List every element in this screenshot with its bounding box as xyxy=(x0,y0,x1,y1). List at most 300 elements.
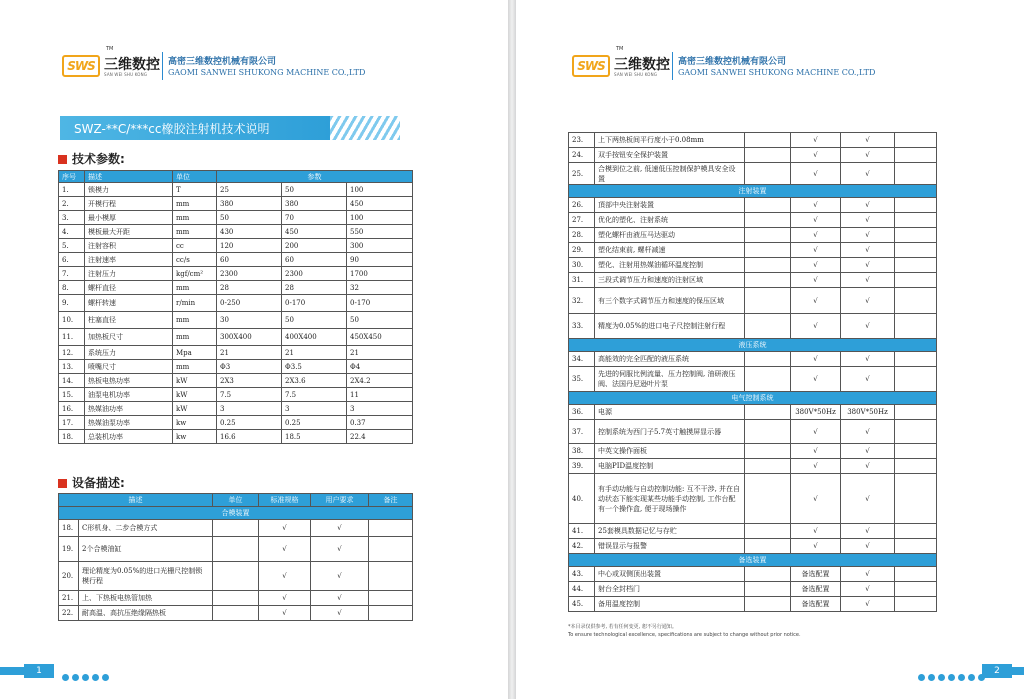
category-row xyxy=(59,507,413,520)
cell-desc: 上、下热板电热管加热 xyxy=(79,591,213,606)
cell-value-1: 0-250 xyxy=(217,295,282,312)
cell-standard: √ xyxy=(791,228,841,243)
cell-user: √ xyxy=(841,228,895,243)
cell-no: 13. xyxy=(59,360,85,374)
cell-unit: kgf/cm² xyxy=(173,267,217,281)
cell-standard: √ xyxy=(791,459,841,474)
cell-value-3: 90 xyxy=(347,253,413,267)
cell-value-2: 0.25 xyxy=(282,416,347,430)
cell-desc: 合模到位之前, 低速低压控制保护模具安全设置 xyxy=(595,163,745,185)
cell-desc: 控制系统为西门子5.7英寸触摸屏显示器 xyxy=(595,420,745,444)
cell-unit xyxy=(745,474,791,524)
table-row xyxy=(569,405,937,420)
table-row xyxy=(59,183,413,197)
cell-value-2: 21 xyxy=(282,346,347,360)
table-row xyxy=(569,352,937,367)
cell-desc: 热媒油泵功率 xyxy=(85,416,173,430)
cell-no: 9. xyxy=(59,295,85,312)
cell-value-3: 32 xyxy=(347,281,413,295)
cell-unit xyxy=(213,537,259,562)
cell-desc: 热板电热功率 xyxy=(85,374,173,388)
cell-desc: 注射压力 xyxy=(85,267,173,281)
cell-unit xyxy=(745,524,791,539)
company-name-cn: 高密三维数控机械有限公司 xyxy=(168,57,277,67)
cell-unit: Mpa xyxy=(173,346,217,360)
cell-unit xyxy=(745,288,791,314)
page-number-2: 2 xyxy=(982,664,1012,678)
cell-user: √ xyxy=(841,597,895,612)
table-row xyxy=(569,420,937,444)
cell-value-2: 50 xyxy=(282,312,347,329)
cell-standard: 备选配置 xyxy=(791,567,841,582)
table-row xyxy=(59,591,413,606)
params-header-unit: 单位 xyxy=(173,171,217,183)
red-square-icon xyxy=(58,479,67,488)
params-header-desc: 描述 xyxy=(85,171,173,183)
cell-desc: 注射速率 xyxy=(85,253,173,267)
cell-unit: mm xyxy=(173,281,217,295)
cell-standard: √ xyxy=(791,148,841,163)
cell-desc: 中心或双侧顶出装置 xyxy=(595,567,745,582)
cell-no: 34. xyxy=(569,352,595,367)
cell-value-3: 21 xyxy=(347,346,413,360)
cell-user: √ xyxy=(841,352,895,367)
table-row xyxy=(569,133,937,148)
category-label: 注射装置 xyxy=(569,185,937,198)
cell-standard: √ xyxy=(791,273,841,288)
cell-note xyxy=(895,474,937,524)
cell-note xyxy=(895,539,937,554)
cell-no: 26. xyxy=(569,198,595,213)
cell-user: √ xyxy=(841,163,895,185)
cell-no: 17. xyxy=(59,416,85,430)
cell-value-2: 60 xyxy=(282,253,347,267)
cell-value-1: 25 xyxy=(217,183,282,197)
cell-no: 14. xyxy=(59,374,85,388)
table-row xyxy=(59,225,413,239)
cell-no: 41. xyxy=(569,524,595,539)
category-label: 电气控制系统 xyxy=(569,392,937,405)
cell-user: √ xyxy=(311,591,369,606)
cell-standard: 380V*50Hz xyxy=(791,405,841,420)
table-row xyxy=(569,213,937,228)
cell-desc: 上下两热板间平行度小于0.08mm xyxy=(595,133,745,148)
cell-desc: 错误显示与报警 xyxy=(595,539,745,554)
cell-no: 3. xyxy=(59,211,85,225)
category-row xyxy=(569,185,937,198)
cell-value-3: 22.4 xyxy=(347,430,413,444)
table-row xyxy=(59,430,413,444)
cell-unit xyxy=(745,243,791,258)
cell-no: 36. xyxy=(569,405,595,420)
cell-note xyxy=(895,243,937,258)
page-left xyxy=(0,0,508,699)
cell-value-3: Φ4 xyxy=(347,360,413,374)
section-tech-params xyxy=(58,150,125,167)
logo-mark-icon: SWS xyxy=(572,55,610,77)
cell-value-2: 2300 xyxy=(282,267,347,281)
cell-note xyxy=(369,606,413,621)
table-row xyxy=(569,198,937,213)
table-row xyxy=(569,444,937,459)
cell-note xyxy=(895,352,937,367)
cell-note xyxy=(369,562,413,591)
cell-note xyxy=(895,258,937,273)
table-row xyxy=(569,288,937,314)
table-row xyxy=(569,163,937,185)
cell-value-3: 0-170 xyxy=(347,295,413,312)
table-row xyxy=(569,539,937,554)
cell-no: 15. xyxy=(59,388,85,402)
cell-desc: 模板最大开距 xyxy=(85,225,173,239)
table-row xyxy=(59,253,413,267)
cell-no: 45. xyxy=(569,597,595,612)
category-label: 合模装置 xyxy=(59,507,413,520)
cell-value-1: Φ3 xyxy=(217,360,282,374)
cell-no: 6. xyxy=(59,253,85,267)
cell-value-2: 50 xyxy=(282,183,347,197)
cell-unit: kW xyxy=(173,388,217,402)
cell-note xyxy=(895,213,937,228)
cell-no: 42. xyxy=(569,539,595,554)
cell-unit xyxy=(745,228,791,243)
cell-user: √ xyxy=(841,567,895,582)
cell-value-2: 200 xyxy=(282,239,347,253)
logo-tm: TM xyxy=(616,46,624,52)
cell-desc: 电脑PID温度控制 xyxy=(595,459,745,474)
cell-note xyxy=(895,228,937,243)
cell-standard: √ xyxy=(791,213,841,228)
company-name-cn: 高密三维数控机械有限公司 xyxy=(678,57,787,67)
cell-desc: 优化的塑化、注射系统 xyxy=(595,213,745,228)
desc-header-user: 用户要求 xyxy=(311,494,369,507)
cell-desc: 注射容积 xyxy=(85,239,173,253)
cell-value-1: 380 xyxy=(217,197,282,211)
cell-value-3: 50 xyxy=(347,312,413,329)
cell-value-1: 0.25 xyxy=(217,416,282,430)
cell-user: √ xyxy=(311,537,369,562)
cell-note xyxy=(895,582,937,597)
section-equipment-desc-label: 设备描述: xyxy=(72,476,125,490)
table-row xyxy=(59,329,413,346)
cell-note xyxy=(895,367,937,392)
cell-value-2: 0-170 xyxy=(282,295,347,312)
cell-unit xyxy=(745,273,791,288)
cell-desc: 开模行程 xyxy=(85,197,173,211)
cell-user: √ xyxy=(311,606,369,621)
footnote-en: To ensure technological excellence, specifications are subject to change without prior notice. xyxy=(568,632,801,638)
cell-desc: 塑化结束前, 螺杆减速 xyxy=(595,243,745,258)
table-row xyxy=(59,388,413,402)
cell-unit xyxy=(745,420,791,444)
cell-note xyxy=(895,198,937,213)
table-row xyxy=(59,416,413,430)
cell-user: √ xyxy=(841,213,895,228)
cell-no: 2. xyxy=(59,197,85,211)
cell-note xyxy=(895,273,937,288)
header-divider xyxy=(672,52,673,80)
cell-value-3: 100 xyxy=(347,211,413,225)
section-equipment-desc xyxy=(58,474,125,491)
cell-desc: 有三个数字式调节压力和速度的保压区域 xyxy=(595,288,745,314)
cell-no: 32. xyxy=(569,288,595,314)
cell-value-1: 16.6 xyxy=(217,430,282,444)
cell-note xyxy=(895,567,937,582)
cell-unit: mm xyxy=(173,197,217,211)
cell-unit xyxy=(213,591,259,606)
cell-unit xyxy=(745,148,791,163)
cell-no: 37. xyxy=(569,420,595,444)
cell-unit: mm xyxy=(173,211,217,225)
cell-desc: 加热板尺寸 xyxy=(85,329,173,346)
cell-no: 38. xyxy=(569,444,595,459)
cell-desc: 热媒油功率 xyxy=(85,402,173,416)
cell-value-2: 18.5 xyxy=(282,430,347,444)
logo-subtitle: SAN WEI SHU KONG xyxy=(614,72,658,77)
cell-unit: r/min xyxy=(173,295,217,312)
page-number-1: 1 xyxy=(24,664,54,678)
logo-name: 三维数控 xyxy=(104,57,160,73)
cell-no: 23. xyxy=(569,133,595,148)
cell-standard: √ xyxy=(791,539,841,554)
cell-no: 24. xyxy=(569,148,595,163)
cell-desc: 耐高温、高抗压绝缘隔热板 xyxy=(79,606,213,621)
cell-no: 18. xyxy=(59,520,79,537)
table-row xyxy=(569,258,937,273)
cell-standard: √ xyxy=(791,420,841,444)
table-row xyxy=(569,524,937,539)
cell-user: √ xyxy=(841,314,895,339)
cell-unit: mm xyxy=(173,329,217,346)
cell-value-1: 430 xyxy=(217,225,282,239)
cell-unit xyxy=(213,606,259,621)
cell-note xyxy=(895,524,937,539)
cell-no: 28. xyxy=(569,228,595,243)
footer-bar-right xyxy=(1006,667,1024,675)
cell-no: 7. xyxy=(59,267,85,281)
cell-desc: C形机身、二步合模方式 xyxy=(79,520,213,537)
desc-header-note: 备注 xyxy=(369,494,413,507)
company-logo xyxy=(572,46,670,82)
cell-unit xyxy=(745,405,791,420)
cell-user: √ xyxy=(841,524,895,539)
cell-unit xyxy=(745,459,791,474)
cell-no: 21. xyxy=(59,591,79,606)
table-row xyxy=(59,267,413,281)
cell-no: 10. xyxy=(59,312,85,329)
cell-note xyxy=(369,591,413,606)
cell-desc: 塑化螺杆由液压马达驱动 xyxy=(595,228,745,243)
cell-unit: mm xyxy=(173,225,217,239)
cell-desc: 中英文操作面板 xyxy=(595,444,745,459)
table-row xyxy=(59,346,413,360)
cell-user: √ xyxy=(841,288,895,314)
cell-desc: 2个合模油缸 xyxy=(79,537,213,562)
cell-standard: √ xyxy=(791,524,841,539)
cell-user: √ xyxy=(841,367,895,392)
cell-no: 12. xyxy=(59,346,85,360)
cell-desc: 备用温度控制 xyxy=(595,597,745,612)
cell-value-1: 7.5 xyxy=(217,388,282,402)
cell-no: 22. xyxy=(59,606,79,621)
cell-no: 40. xyxy=(569,474,595,524)
table-row xyxy=(59,520,413,537)
cell-note xyxy=(895,288,937,314)
cell-standard: √ xyxy=(791,444,841,459)
cell-user: √ xyxy=(841,258,895,273)
table-row xyxy=(59,606,413,621)
cell-desc: 螺杆转速 xyxy=(85,295,173,312)
cell-unit xyxy=(213,562,259,591)
cell-value-2: 400X400 xyxy=(282,329,347,346)
cell-unit xyxy=(745,367,791,392)
desc-header-unit: 单位 xyxy=(213,494,259,507)
cell-user: √ xyxy=(311,562,369,591)
logo-name: 三维数控 xyxy=(614,57,670,73)
cell-note xyxy=(895,405,937,420)
cell-note xyxy=(895,133,937,148)
table-row xyxy=(59,562,413,591)
cell-no: 5. xyxy=(59,239,85,253)
cell-note xyxy=(895,459,937,474)
banner-stripes xyxy=(330,116,400,140)
cell-desc: 頂部中央注射装置 xyxy=(595,198,745,213)
cell-value-1: 21 xyxy=(217,346,282,360)
cell-unit xyxy=(745,539,791,554)
cell-value-2: Φ3.5 xyxy=(282,360,347,374)
category-label: 液压系统 xyxy=(569,339,937,352)
section-tech-params-label: 技术参数: xyxy=(72,152,125,166)
cell-standard: √ xyxy=(259,606,311,621)
table-row xyxy=(569,243,937,258)
cell-note xyxy=(895,444,937,459)
table-row xyxy=(569,567,937,582)
cell-desc: 锁模力 xyxy=(85,183,173,197)
cell-desc: 电源 xyxy=(595,405,745,420)
table-row xyxy=(59,374,413,388)
cell-no: 4. xyxy=(59,225,85,239)
cell-unit xyxy=(745,133,791,148)
footnote-cn: *本目录仅供参考, 若有任何变更, 恕不另行通知。 xyxy=(568,624,677,630)
cell-standard: 备选配置 xyxy=(791,597,841,612)
cell-value-1: 3 xyxy=(217,402,282,416)
cell-value-1: 120 xyxy=(217,239,282,253)
cell-standard: √ xyxy=(791,133,841,148)
cell-standard: √ xyxy=(791,163,841,185)
cell-standard: √ xyxy=(259,591,311,606)
cell-unit: cc xyxy=(173,239,217,253)
company-logo xyxy=(62,46,160,82)
cell-value-2: 70 xyxy=(282,211,347,225)
table-row xyxy=(59,537,413,562)
cell-unit xyxy=(745,567,791,582)
cell-user: √ xyxy=(841,133,895,148)
table-row xyxy=(59,312,413,329)
footer-dots-right xyxy=(918,666,988,676)
params-header-no: 序号 xyxy=(59,171,85,183)
table-row xyxy=(569,459,937,474)
cell-no: 43. xyxy=(569,567,595,582)
cell-unit: kW xyxy=(173,402,217,416)
logo-subtitle: SAN WEI SHU KONG xyxy=(104,72,148,77)
cell-user: √ xyxy=(841,420,895,444)
cell-unit xyxy=(745,163,791,185)
cell-unit xyxy=(745,314,791,339)
header-divider xyxy=(162,52,163,80)
cell-value-2: 380 xyxy=(282,197,347,211)
cell-desc: 有手动功能与自动控制功能: 互不干涉, 并在自动状态下能实现某些功能手动控制, 工作台配有一个操作盒, 便于现场操作 xyxy=(595,474,745,524)
cell-note xyxy=(369,537,413,562)
cell-desc: 最小模厚 xyxy=(85,211,173,225)
cell-no: 35. xyxy=(569,367,595,392)
table-row xyxy=(569,367,937,392)
table-row xyxy=(59,295,413,312)
cell-desc: 高能效的完全匹配的液压系统 xyxy=(595,352,745,367)
desc-header-desc: 描述 xyxy=(59,494,213,507)
cell-user: √ xyxy=(841,148,895,163)
cell-no: 31. xyxy=(569,273,595,288)
cell-standard: √ xyxy=(259,520,311,537)
desc-header-row xyxy=(59,494,413,507)
cell-user: 380V*50Hz xyxy=(841,405,895,420)
cell-desc: 精度为0.05%的进口电子尺控制注射行程 xyxy=(595,314,745,339)
cell-no: 19. xyxy=(59,537,79,562)
cell-user: √ xyxy=(841,273,895,288)
cell-no: 30. xyxy=(569,258,595,273)
cell-no: 33. xyxy=(569,314,595,339)
footer-dots-left xyxy=(62,666,112,676)
cell-value-2: 2X3.6 xyxy=(282,374,347,388)
cell-user: √ xyxy=(311,520,369,537)
cell-standard: √ xyxy=(791,243,841,258)
params-table xyxy=(58,170,413,444)
cell-value-3: 1700 xyxy=(347,267,413,281)
cell-no: 29. xyxy=(569,243,595,258)
category-row xyxy=(569,554,937,567)
cell-desc: 柱塞直径 xyxy=(85,312,173,329)
cell-unit xyxy=(213,520,259,537)
cell-desc: 塑化、注射用热媒油循环温度控制 xyxy=(595,258,745,273)
cell-user: √ xyxy=(841,582,895,597)
cell-standard: √ xyxy=(791,258,841,273)
table-row xyxy=(59,211,413,225)
cell-unit: kW xyxy=(173,374,217,388)
cell-unit: kw xyxy=(173,416,217,430)
desc-header-standard: 标准规格 xyxy=(259,494,311,507)
cell-note xyxy=(895,597,937,612)
params-header-row xyxy=(59,171,413,183)
cell-unit xyxy=(745,198,791,213)
cell-no: 1. xyxy=(59,183,85,197)
table-row xyxy=(569,228,937,243)
cell-unit xyxy=(745,352,791,367)
cell-value-1: 60 xyxy=(217,253,282,267)
cell-user: √ xyxy=(841,444,895,459)
cell-desc: 喷嘴尺寸 xyxy=(85,360,173,374)
cell-unit: mm xyxy=(173,312,217,329)
cell-unit: kw xyxy=(173,430,217,444)
cell-user: √ xyxy=(841,474,895,524)
cell-desc: 螺杆直径 xyxy=(85,281,173,295)
table-row xyxy=(59,197,413,211)
cell-value-3: 0.37 xyxy=(347,416,413,430)
cell-value-1: 2300 xyxy=(217,267,282,281)
cell-standard: √ xyxy=(791,474,841,524)
company-name-en: GAOMI SANWEI SHUKONG MACHINE CO.,LTD xyxy=(168,68,366,77)
cell-note xyxy=(369,520,413,537)
cell-no: 27. xyxy=(569,213,595,228)
cell-desc: 油泵电机功率 xyxy=(85,388,173,402)
